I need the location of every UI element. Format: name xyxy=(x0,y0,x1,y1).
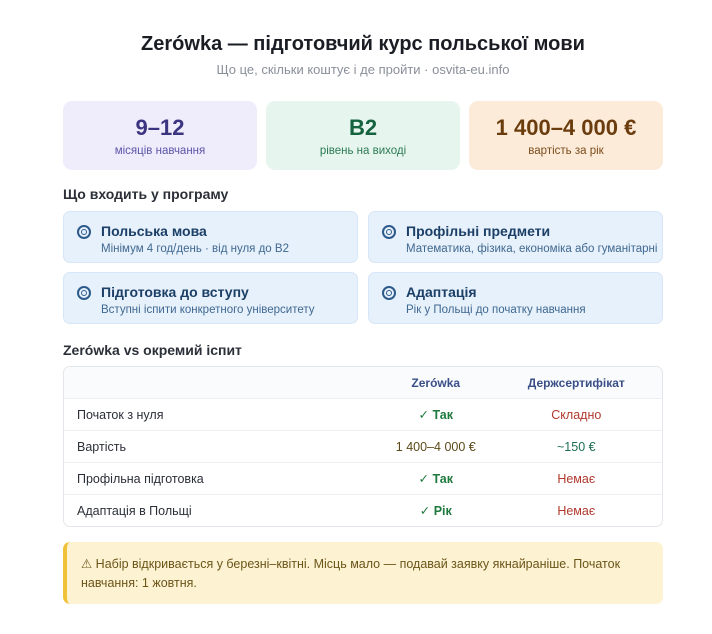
stat-duration xyxy=(63,101,257,170)
notice-text: ⚠ Набір відкривається у березні–квітні. Місць мало — подавай заявку якнайраніше. Початок навчання: 1 жовтня. xyxy=(81,557,621,590)
program-card-subjects xyxy=(368,211,663,263)
card-desc: Математика, фізика, економіка або гуманітарні xyxy=(406,243,658,255)
card-title: Польська мова xyxy=(101,223,207,239)
program-card-polish xyxy=(63,211,358,263)
stat-label: місяців навчання xyxy=(114,144,206,157)
card-desc: Мінімум 4 год/день · від нуля до B2 xyxy=(101,243,289,255)
cell-cert: Немає xyxy=(557,471,596,486)
table-row xyxy=(64,430,662,462)
page-subtitle: Що це, скільки коштує і де пройти · osvita-eu.info xyxy=(216,62,510,77)
target-icon xyxy=(382,286,396,300)
target-icon xyxy=(382,225,396,239)
card-title: Профільні предмети xyxy=(406,223,551,239)
table-row xyxy=(64,494,662,526)
card-desc: Вступні іспити конкретного університету xyxy=(101,304,315,316)
enrollment-notice xyxy=(63,542,663,604)
page-title: Zerówka — підготовчий курс польської мови xyxy=(141,33,585,55)
stat-value: 9–12 xyxy=(135,114,185,140)
program-card-admission xyxy=(63,272,358,324)
table-row xyxy=(64,462,662,494)
program-grid xyxy=(63,211,663,324)
cell-cert: Складно xyxy=(551,407,602,422)
comparison-table xyxy=(63,366,663,527)
program-heading: Що входить у програму xyxy=(63,186,229,202)
row-label: Вартість xyxy=(77,439,126,454)
card-desc: Рік у Польщі до початку навчання xyxy=(406,304,586,316)
cell-cert: Немає xyxy=(557,503,596,518)
stat-cost xyxy=(469,101,663,170)
stats-row xyxy=(63,101,663,170)
row-label: Профільна підготовка xyxy=(77,471,204,486)
cell-cert: ~150 € xyxy=(556,439,596,454)
target-icon xyxy=(77,225,91,239)
stat-label: рівень на виході xyxy=(319,144,407,157)
stat-label: вартість за рік xyxy=(528,144,604,157)
comparison-heading: Zerówka vs окремий іспит xyxy=(63,342,242,358)
cell-zerowka: ✓ Так xyxy=(418,472,453,486)
row-label: Адаптація в Польщі xyxy=(77,503,192,518)
table-row xyxy=(64,398,662,430)
cell-zerowka: 1 400–4 000 € xyxy=(395,439,476,454)
header-cell-cert: Держсертифікат xyxy=(527,375,625,390)
card-title: Підготовка до вступу xyxy=(101,284,249,300)
stat-level xyxy=(266,101,460,170)
target-icon xyxy=(77,286,91,300)
stat-value: 1 400–4 000 € xyxy=(495,114,637,140)
row-label: Початок з нуля xyxy=(77,407,164,422)
cell-zerowka: ✓ Так xyxy=(418,408,453,422)
cell-zerowka: ✓ Рік xyxy=(419,504,452,518)
header-cell-zerowka: Zerówka xyxy=(411,375,461,390)
table-header xyxy=(64,367,662,398)
stat-value: B2 xyxy=(348,114,378,140)
card-title: Адаптація xyxy=(406,284,477,300)
program-card-adaptation xyxy=(368,272,663,324)
